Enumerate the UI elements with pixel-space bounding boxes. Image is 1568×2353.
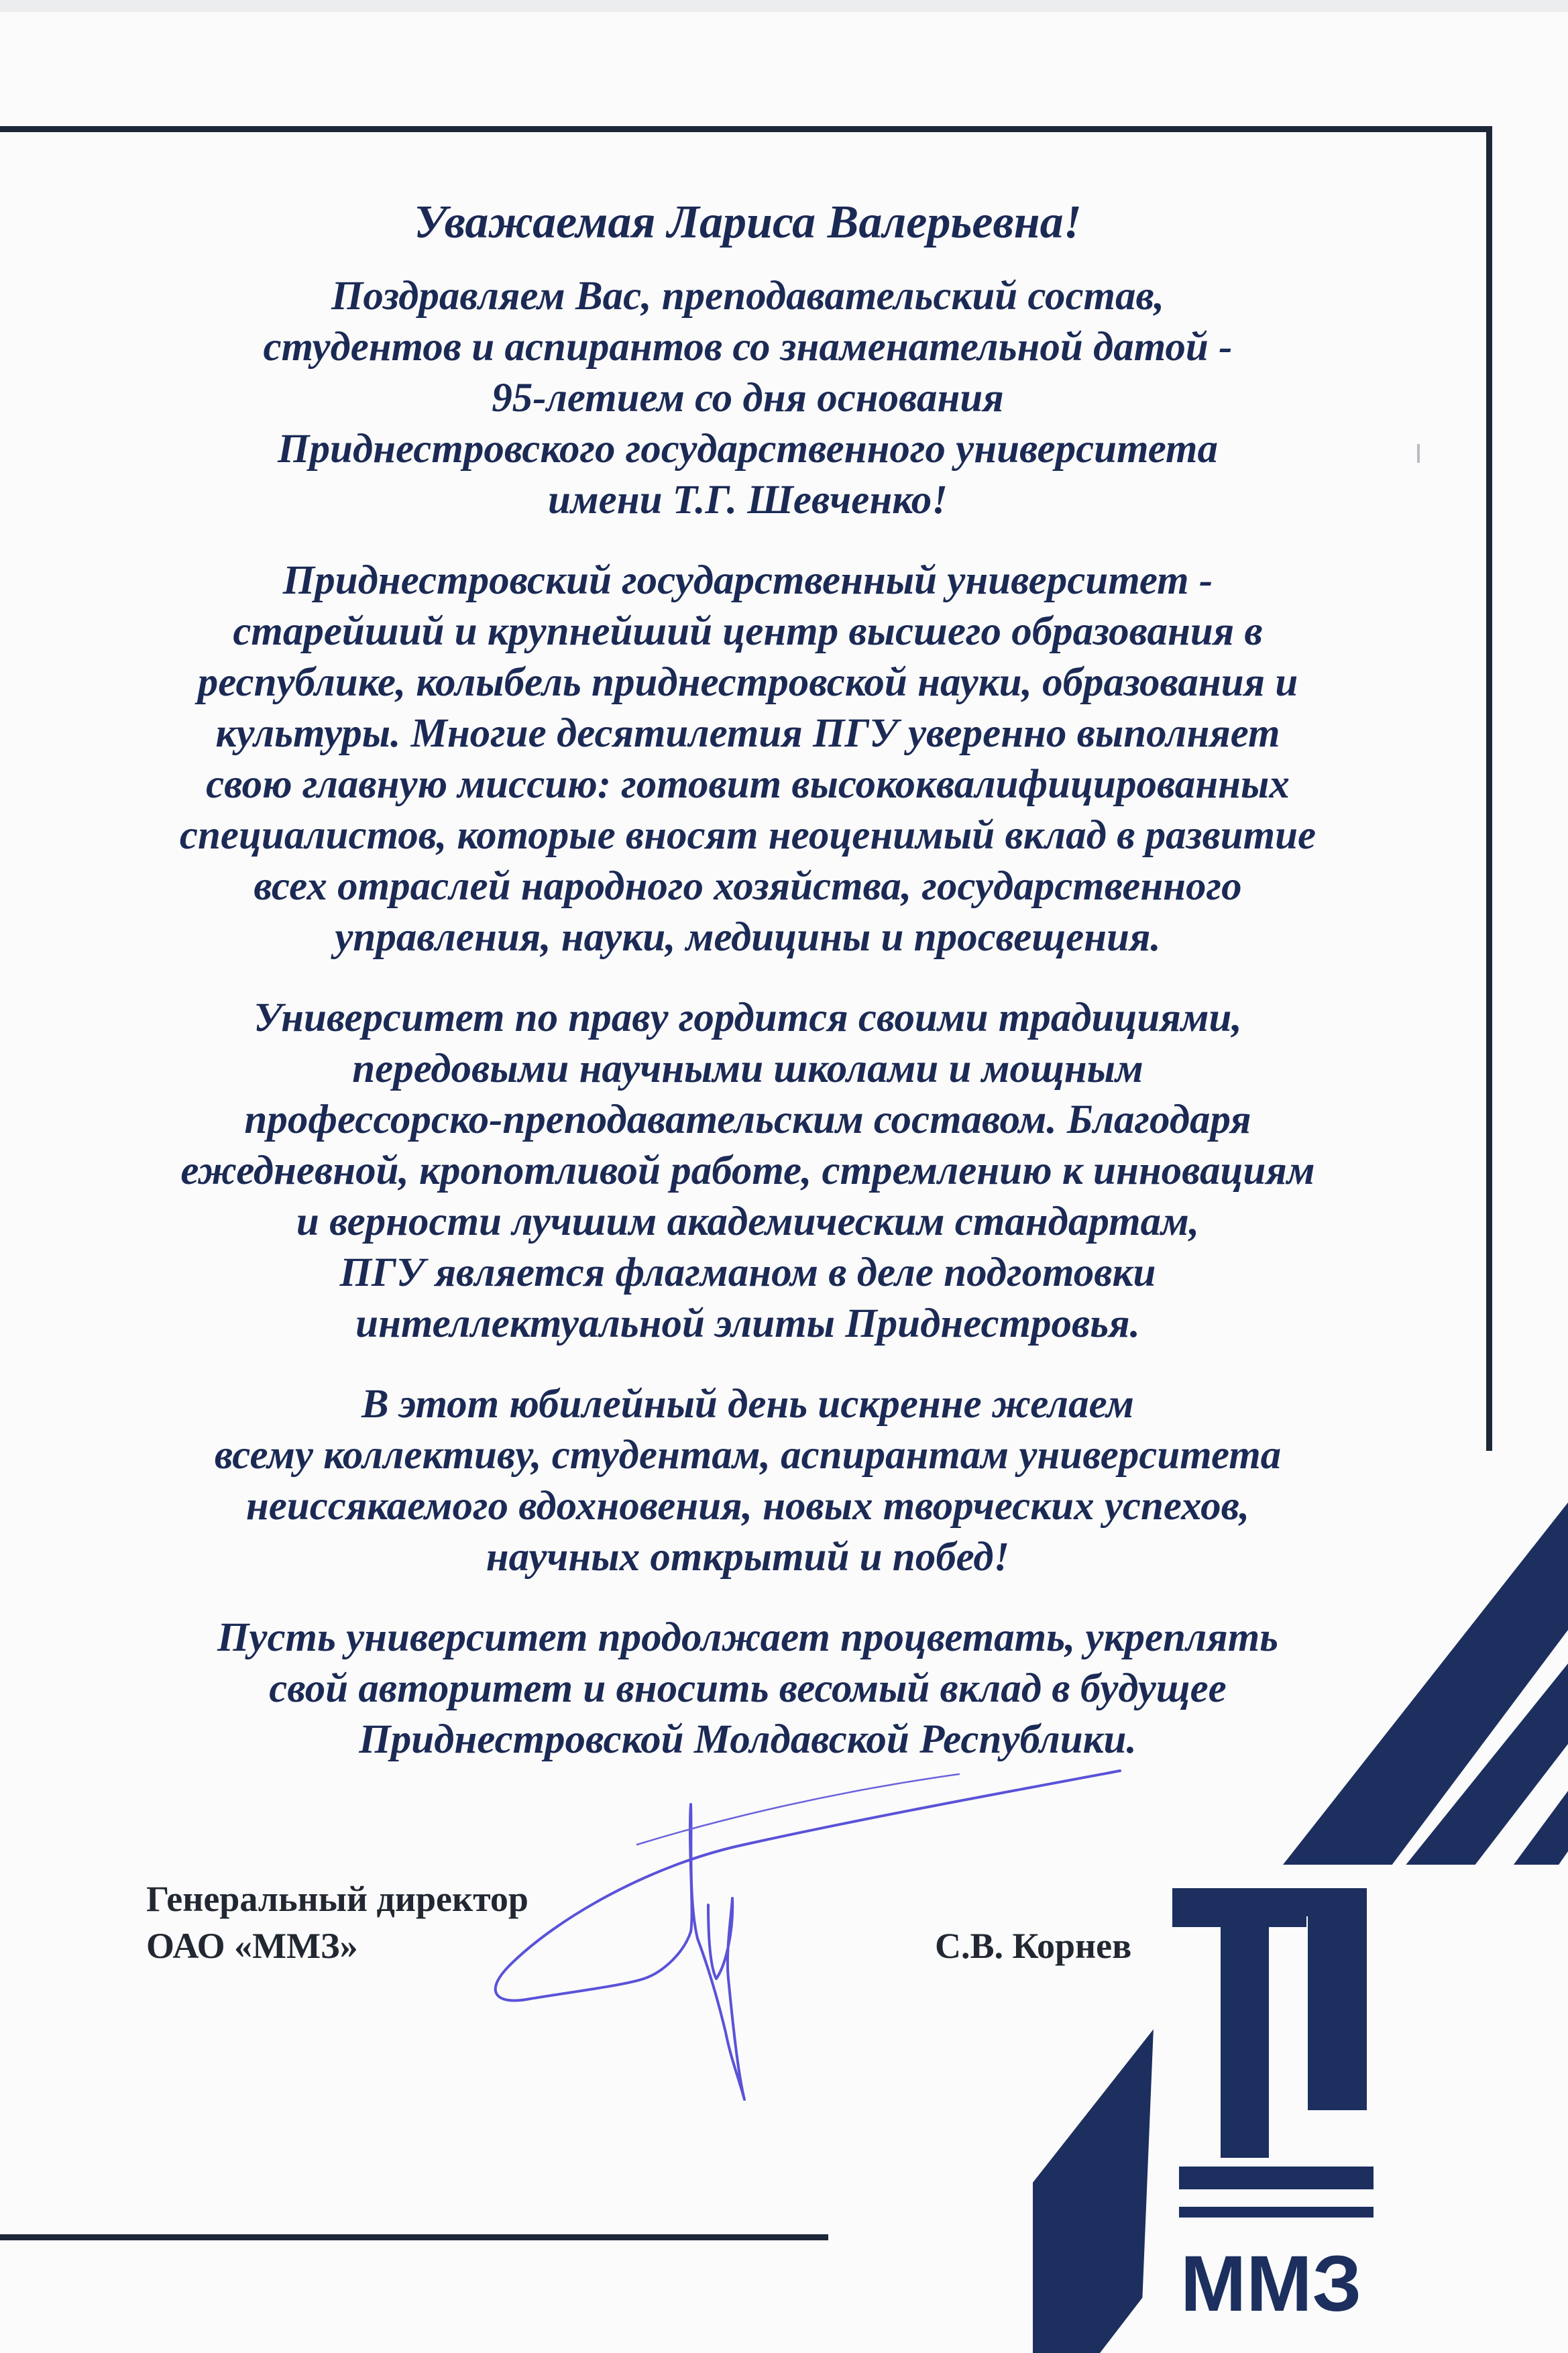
frame-top-line [0, 126, 1492, 132]
paragraph-university-history: Приднестровский государственный университет - старейший и крупнейший центр высшего образования в республике, колыбель приднестровской науки, образования и культуры. Многие десятилетия ПГУ уверенно выполняет свою главную миссию: готовит высококвалифицированных специалистов, которые вносят неоценимый вклад в развитие всех отраслей народного хозяйства, государственного управления, науки, медицины и просвещения. [179, 558, 1317, 960]
paragraph-traditions: Университет по праву гордится своими традициями, передовыми научными школами и мощным профессорско-преподавательским составом. Благодаря ежедневной, кропотливой работе, стремлению к инновациям и верности лучшим академическим стандартам, ПГУ является флагманом в деле подготовки интеллектуальной элиты Приднестровья. [180, 995, 1315, 1346]
paragraph-wishes: В этот юбилейный день искренне желаем всему коллективу, студентам, аспирантам университета неиссякаемого вдохновения, новых творческих успехов, научных открытий и побед! [214, 1382, 1282, 1580]
scan-edge [0, 0, 1568, 12]
frame-bottom-line [0, 2234, 828, 2240]
signer-title-block [146, 1875, 528, 1969]
paragraph-closing: Пусть университет продолжает процветать, укреплять свой авторитет и вносить весомый вклад в будущее Приднестровской Молдавской Республики. [217, 1615, 1279, 1762]
signer-organization: ОАО «ММЗ» [146, 1926, 358, 1966]
frame-right-line [1486, 126, 1492, 1451]
paragraph-congratulation: Поздравляем Вас, преподавательский состав, студентов и аспирантов со знаменательной датой - 95-летием со дня основания Приднестровского государственного университета имени Т.Г. Шевченко! [263, 274, 1233, 523]
mmz-logo-icon [1033, 1502, 1568, 2353]
signer-name: С.В. Корнев [935, 1926, 1132, 1966]
salutation: Уважаемая Лариса Валерьевна! [414, 197, 1082, 248]
signer-position: Генеральный директор [146, 1879, 528, 1919]
mmz-logo-text: ММЗ [1180, 2240, 1362, 2328]
